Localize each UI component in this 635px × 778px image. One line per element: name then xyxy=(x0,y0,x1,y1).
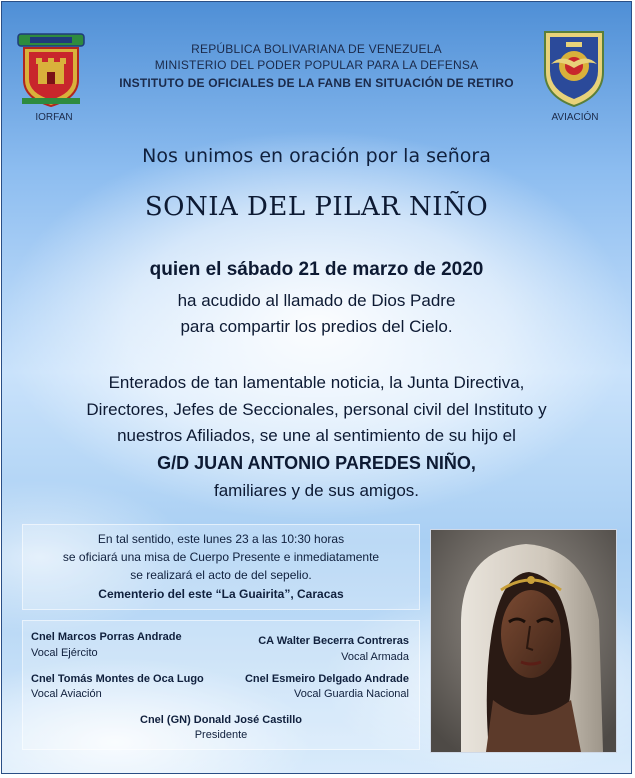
announcement-line-b: para compartir los predios del Cielo. xyxy=(180,317,453,336)
cemetery-location: Cementerio del este “La Guairita”, Caracas xyxy=(98,587,344,601)
mass-line-2: se oficiará una misa de Cuerpo Presente e inmediatamente xyxy=(62,550,380,564)
signatory-role: Vocal Armada xyxy=(341,651,409,663)
signatory-name: Cnel (GN) Donald José Castillo xyxy=(140,714,302,726)
son-name: G/D JUAN ANTONIO PAREDES NIÑO, xyxy=(157,453,476,473)
signatory-role: Vocal Ejército xyxy=(31,647,98,659)
mass-info-panel xyxy=(22,524,420,610)
header-republic: REPÚBLICA BOLIVARIANA DE VENEZUELA xyxy=(191,42,442,56)
condolence-line-1: Enterados de tan lamentable noticia, la Junta Directiva, xyxy=(108,373,525,392)
condolence-line-3: nuestros Afiliados, se une al sentimiento de su hijo el xyxy=(117,426,516,445)
virgin-mary-portrait xyxy=(430,529,617,753)
signatory-role: Presidente xyxy=(194,729,248,741)
signatory-role: Vocal Guardia Nacional xyxy=(294,688,409,700)
signatory-name: Cnel Marcos Porras Andrade xyxy=(31,631,182,643)
condolence-line-4: familiares y de sus amigos. xyxy=(213,481,420,500)
deceased-name: SONIA DEL PILAR NIÑO xyxy=(144,192,489,222)
mass-line-1: En tal sentido, este lunes 23 a las 10:30 horas xyxy=(97,532,345,546)
header-ministry: MINISTERIO DEL PODER POPULAR PARA LA DEFENSA xyxy=(154,58,479,72)
header-institute: INSTITUTO DE OFICIALES DE LA FANB EN SITUACIÓN DE RETIRO xyxy=(119,76,514,90)
aviacion-label: AVIACIÓN xyxy=(551,112,599,123)
death-date-line: quien el sábado 21 de marzo de 2020 xyxy=(149,259,484,280)
obituary-card xyxy=(1,1,632,774)
mass-line-3: se realizará el acto de del sepelio. xyxy=(130,568,312,582)
signatories-panel xyxy=(22,620,420,750)
signatory-name: CA Walter Becerra Contreras xyxy=(258,635,409,647)
condolence-line-2: Directores, Jefes de Seccionales, personal civil del Instituto y xyxy=(86,400,547,419)
prayer-intro: Nos unimos en oración por la señora xyxy=(142,145,491,167)
statue-image-icon xyxy=(431,530,616,752)
iorfan-label: IORFAN xyxy=(35,112,73,123)
signatory-name: Cnel Esmeiro Delgado Andrade xyxy=(244,673,409,685)
signatory-role: Vocal Aviación xyxy=(31,688,102,700)
signatory-name: Cnel Tomás Montes de Oca Lugo xyxy=(31,673,204,685)
announcement-line-a: ha acudido al llamado de Dios Padre xyxy=(177,291,456,310)
